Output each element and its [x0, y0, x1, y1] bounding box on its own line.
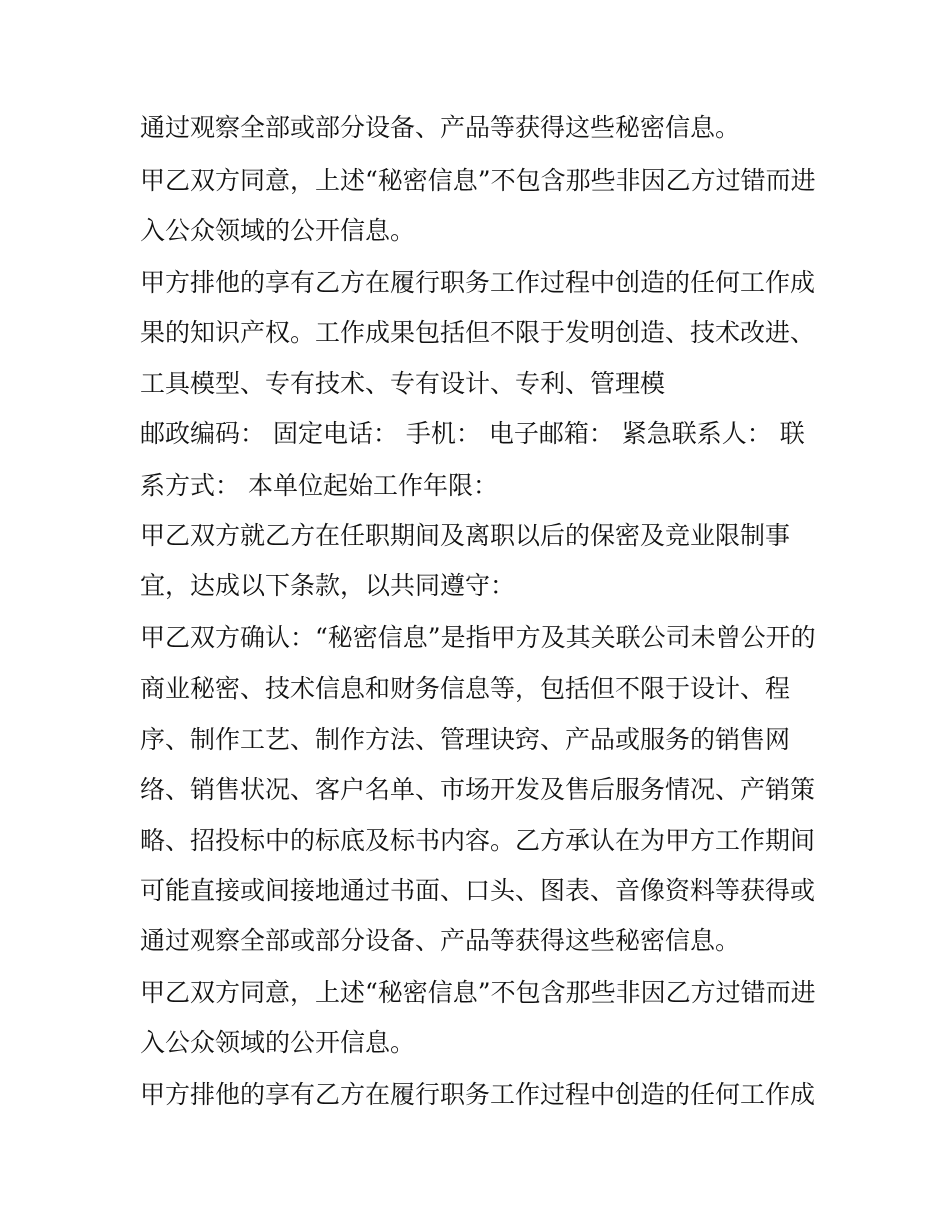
text-line: 甲乙双方同意，上述“秘密信息”不包含那些非因乙方过错而进	[140, 978, 816, 1007]
text-line: 通过观察全部或部分设备、产品等获得这些秘密信息。	[140, 926, 741, 955]
text-line: 通过观察全部或部分设备、产品等获得这些秘密信息。	[140, 113, 741, 142]
text-line: 系方式： 本单位起始工作年限：	[140, 471, 498, 500]
text-line: 入公众领域的公开信息。	[140, 1028, 416, 1057]
text-line: 序、制作工艺、制作方法、管理诀窍、产品或服务的销售网	[140, 725, 791, 754]
text-line: 宜，达成以下条款，以共同遵守：	[140, 571, 516, 600]
text-line: 工具模型、专有技术、专有设计、专利、管理模	[140, 369, 666, 398]
text-line: 甲乙双方同意，上述“秘密信息”不包含那些非因乙方过错而进	[140, 166, 816, 195]
text-line: 可能直接或间接地通过书面、口头、图表、音像资料等获得或	[140, 876, 816, 905]
text-line: 甲乙双方确认：“秘密信息”是指甲方及其关联公司未曾公开的	[140, 623, 816, 652]
text-line: 略、招投标中的标底及标书内容。乙方承认在为甲方工作期间	[140, 826, 816, 855]
text-line: 甲乙双方就乙方在任职期间及离职以后的保密及竞业限制事	[140, 521, 791, 550]
text-line: 商业秘密、技术信息和财务信息等，包括但不限于设计、程	[140, 674, 791, 703]
text-line: 入公众领域的公开信息。	[140, 216, 416, 245]
text-line: 络、销售状况、客户名单、市场开发及售后服务情况、产销策	[140, 775, 816, 804]
text-line: 甲方排他的享有乙方在履行职务工作过程中创造的任何工作成	[140, 1080, 816, 1109]
text-line: 甲方排他的享有乙方在履行职务工作过程中创造的任何工作成	[140, 268, 816, 297]
text-line: 邮政编码： 固定电话： 手机： 电子邮箱： 紧急联系人： 联	[140, 419, 805, 448]
text-line: 果的知识产权。工作成果包括但不限于发明创造、技术改进、	[140, 318, 816, 347]
